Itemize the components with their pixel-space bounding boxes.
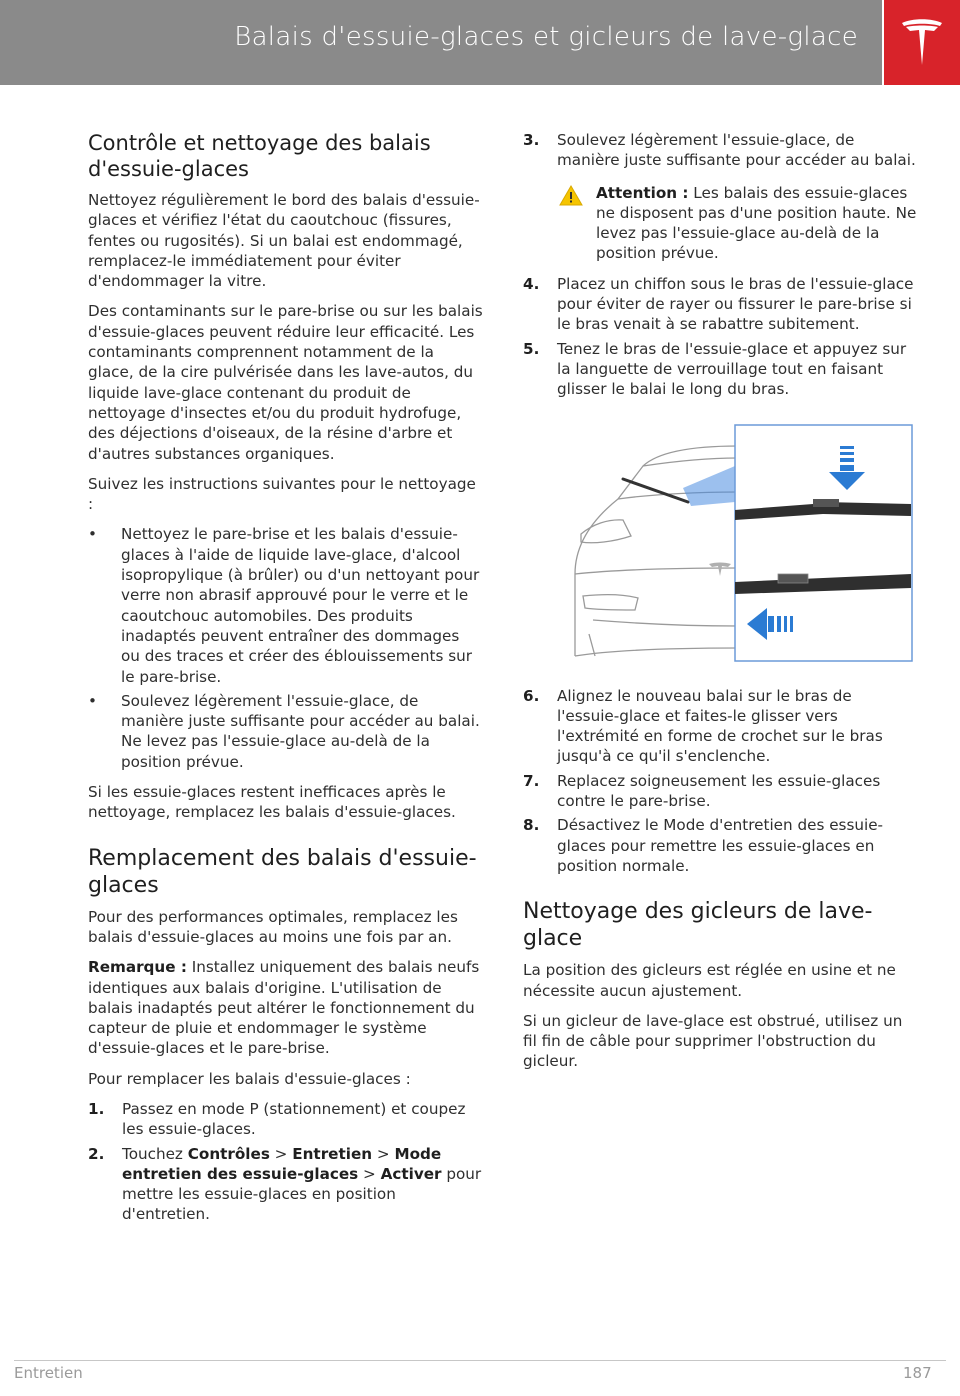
footer-section-name: Entretien [14,1364,83,1382]
paragraph: Pour des performances optimales, remplacez les balais d'essuie-glaces au moins une fois par an. [88,907,458,946]
page-number: 187 [903,1364,932,1382]
list-item: • Nettoyez le pare-brise et les balais d'essuie-glaces à l'aide de liquide lave-glace, d'alcool isopropylique (à brûler) ou d'un nettoyant pour verre non abrasif approuvé pour le verre et le caoutchouc automobiles. Des produits inadaptés peuvent entraîner des dommages ou des traces et créer des éblouissements sur le pare-brise. [88,525,480,686]
step-number: 5. [523,339,540,358]
section-title-replacement: Remplacement des balais d'essuie-glaces [88,845,477,898]
tesla-logo-icon [900,17,944,69]
step-number: 8. [523,816,540,835]
paragraph: Nettoyez régulièrement le bord des balais d'essuie-glaces et vérifiez l'état du caoutchouc (fissures, fentes ou rugosités). Si un balai est endommagé, remplacez-le immédiatement pour éviter d'endommager la vitre. [88,191,480,291]
warning-notice: Attention : Les balais des essuie-glaces ne disposent pas d'une position haute. Ne levez pas l'essuie-glace au-delà de la position prévue. [523,183,918,264]
step-number: 1. [88,1099,105,1118]
step-item: 4. Placez un chiffon sous le bras de l'essuie-glace pour éviter de rayer ou fissurer le pare-brise si le bras venait à se rabattre subitement. [523,274,914,334]
list-item: • Soulevez légèrement l'essuie-glace, de manière juste suffisante pour accéder au balai. Ne levez pas l'essuie-glace au-delà de la position prévue. [88,691,480,771]
warning-triangle-icon [559,185,583,206]
bullet-icon: • [88,525,97,544]
step-number: 7. [523,771,540,790]
blade-connector [813,499,839,507]
step-item: 8. Désactivez le Mode d'entretien des essuie-glaces pour remettre les essuie-glaces en position normale. [523,816,884,875]
paragraph: Des contaminants sur le pare-brise ou sur les balais d'essuie-glaces peuvent réduire leur efficacité. Les contaminants comprennent notamment de la glace, de la cire pulvérisée dans les lave-autos, du liquide lave-glace contenant du produit de nettoyage d'insectes et/ou du produit hydrofuge, des déjections d'oiseaux, de la résine d'arbre et d'autres substances organiques. [88,302,483,463]
step-item: 6. Alignez le nouveau balai sur le bras de l'essuie-glace et faites-le glisser vers l'extrémité en forme de crochet sur le bras jusqu'à ce qu'il s'enclenche. [523,686,883,766]
note-label: Remarque : [88,958,187,977]
paragraph: Pour remplacer les balais d'essuie-glaces : [88,1069,411,1088]
step-number: 2. [88,1144,105,1163]
page-header [0,0,882,85]
step-item: 2. Touchez Contrôles > Entretien > Mode entretien des essuie-glaces > Activer pour mettre les essuie-glaces en position d'entretien. [88,1144,482,1224]
step-number: 6. [523,686,540,705]
right-column [523,130,918,1082]
step-item: 3. Soulevez légèrement l'essuie-glace, de manière juste suffisante pour accéder au balai. [523,131,916,170]
cleaning-bullet-list [88,524,483,772]
section-title-nozzles: Nettoyage des gicleurs de lave-glace [523,899,873,952]
brand-logo-box [884,0,960,85]
step-number: 3. [523,131,540,149]
locking-tab [778,574,808,583]
bullet-icon: • [88,691,97,710]
zoom-callout [683,466,735,506]
step-item: 5. Tenez le bras de l'essuie-glace et appuyez sur la languette de verrouillage tout en faisant glisser le balai le long du bras. [523,339,907,399]
step-item: 1. Passez en mode P (stationnement) et coupez les essuie-glaces. [88,1099,466,1139]
section-title-cleaning: Contrôle et nettoyage des balais d'essuie-glaces [88,131,431,181]
warning-label: Attention : [596,183,689,202]
paragraph: Si un gicleur de lave-glace est obstrué, utilisez un fil fin de câble pour supprimer l'obstruction du gicleur. [523,1011,903,1071]
footer-divider [14,1360,946,1361]
wiper-arm-sketch [623,479,688,502]
paragraph: Si les essuie-glaces restent inefficaces après le nettoyage, remplacez les balais d'essuie-glaces. [88,783,456,822]
wiper-blade-illustration [523,424,918,664]
step-number: 4. [523,274,540,293]
tesla-emblem [709,562,731,576]
car-wiper-diagram [523,424,918,664]
note: Remarque : Installez uniquement des balais neufs identiques aux balais d'origine. L'utilisation de balais inadaptés peut altérer le fonctionnement du capteur de pluie et endommager le système d'essuie-glaces et le pare-brise. [88,958,480,1058]
step-item: 7. Replacez soigneusement les essuie-glaces contre le pare-brise. [523,771,881,811]
left-column [88,130,483,1229]
paragraph: Suivez les instructions suivantes pour le nettoyage : [88,474,476,514]
paragraph: La position des gicleurs est réglée en usine et ne nécessite aucun ajustement. [523,961,896,1000]
page-title: Balais d'essuie-glaces et gicleurs de lave-glace [234,22,858,52]
